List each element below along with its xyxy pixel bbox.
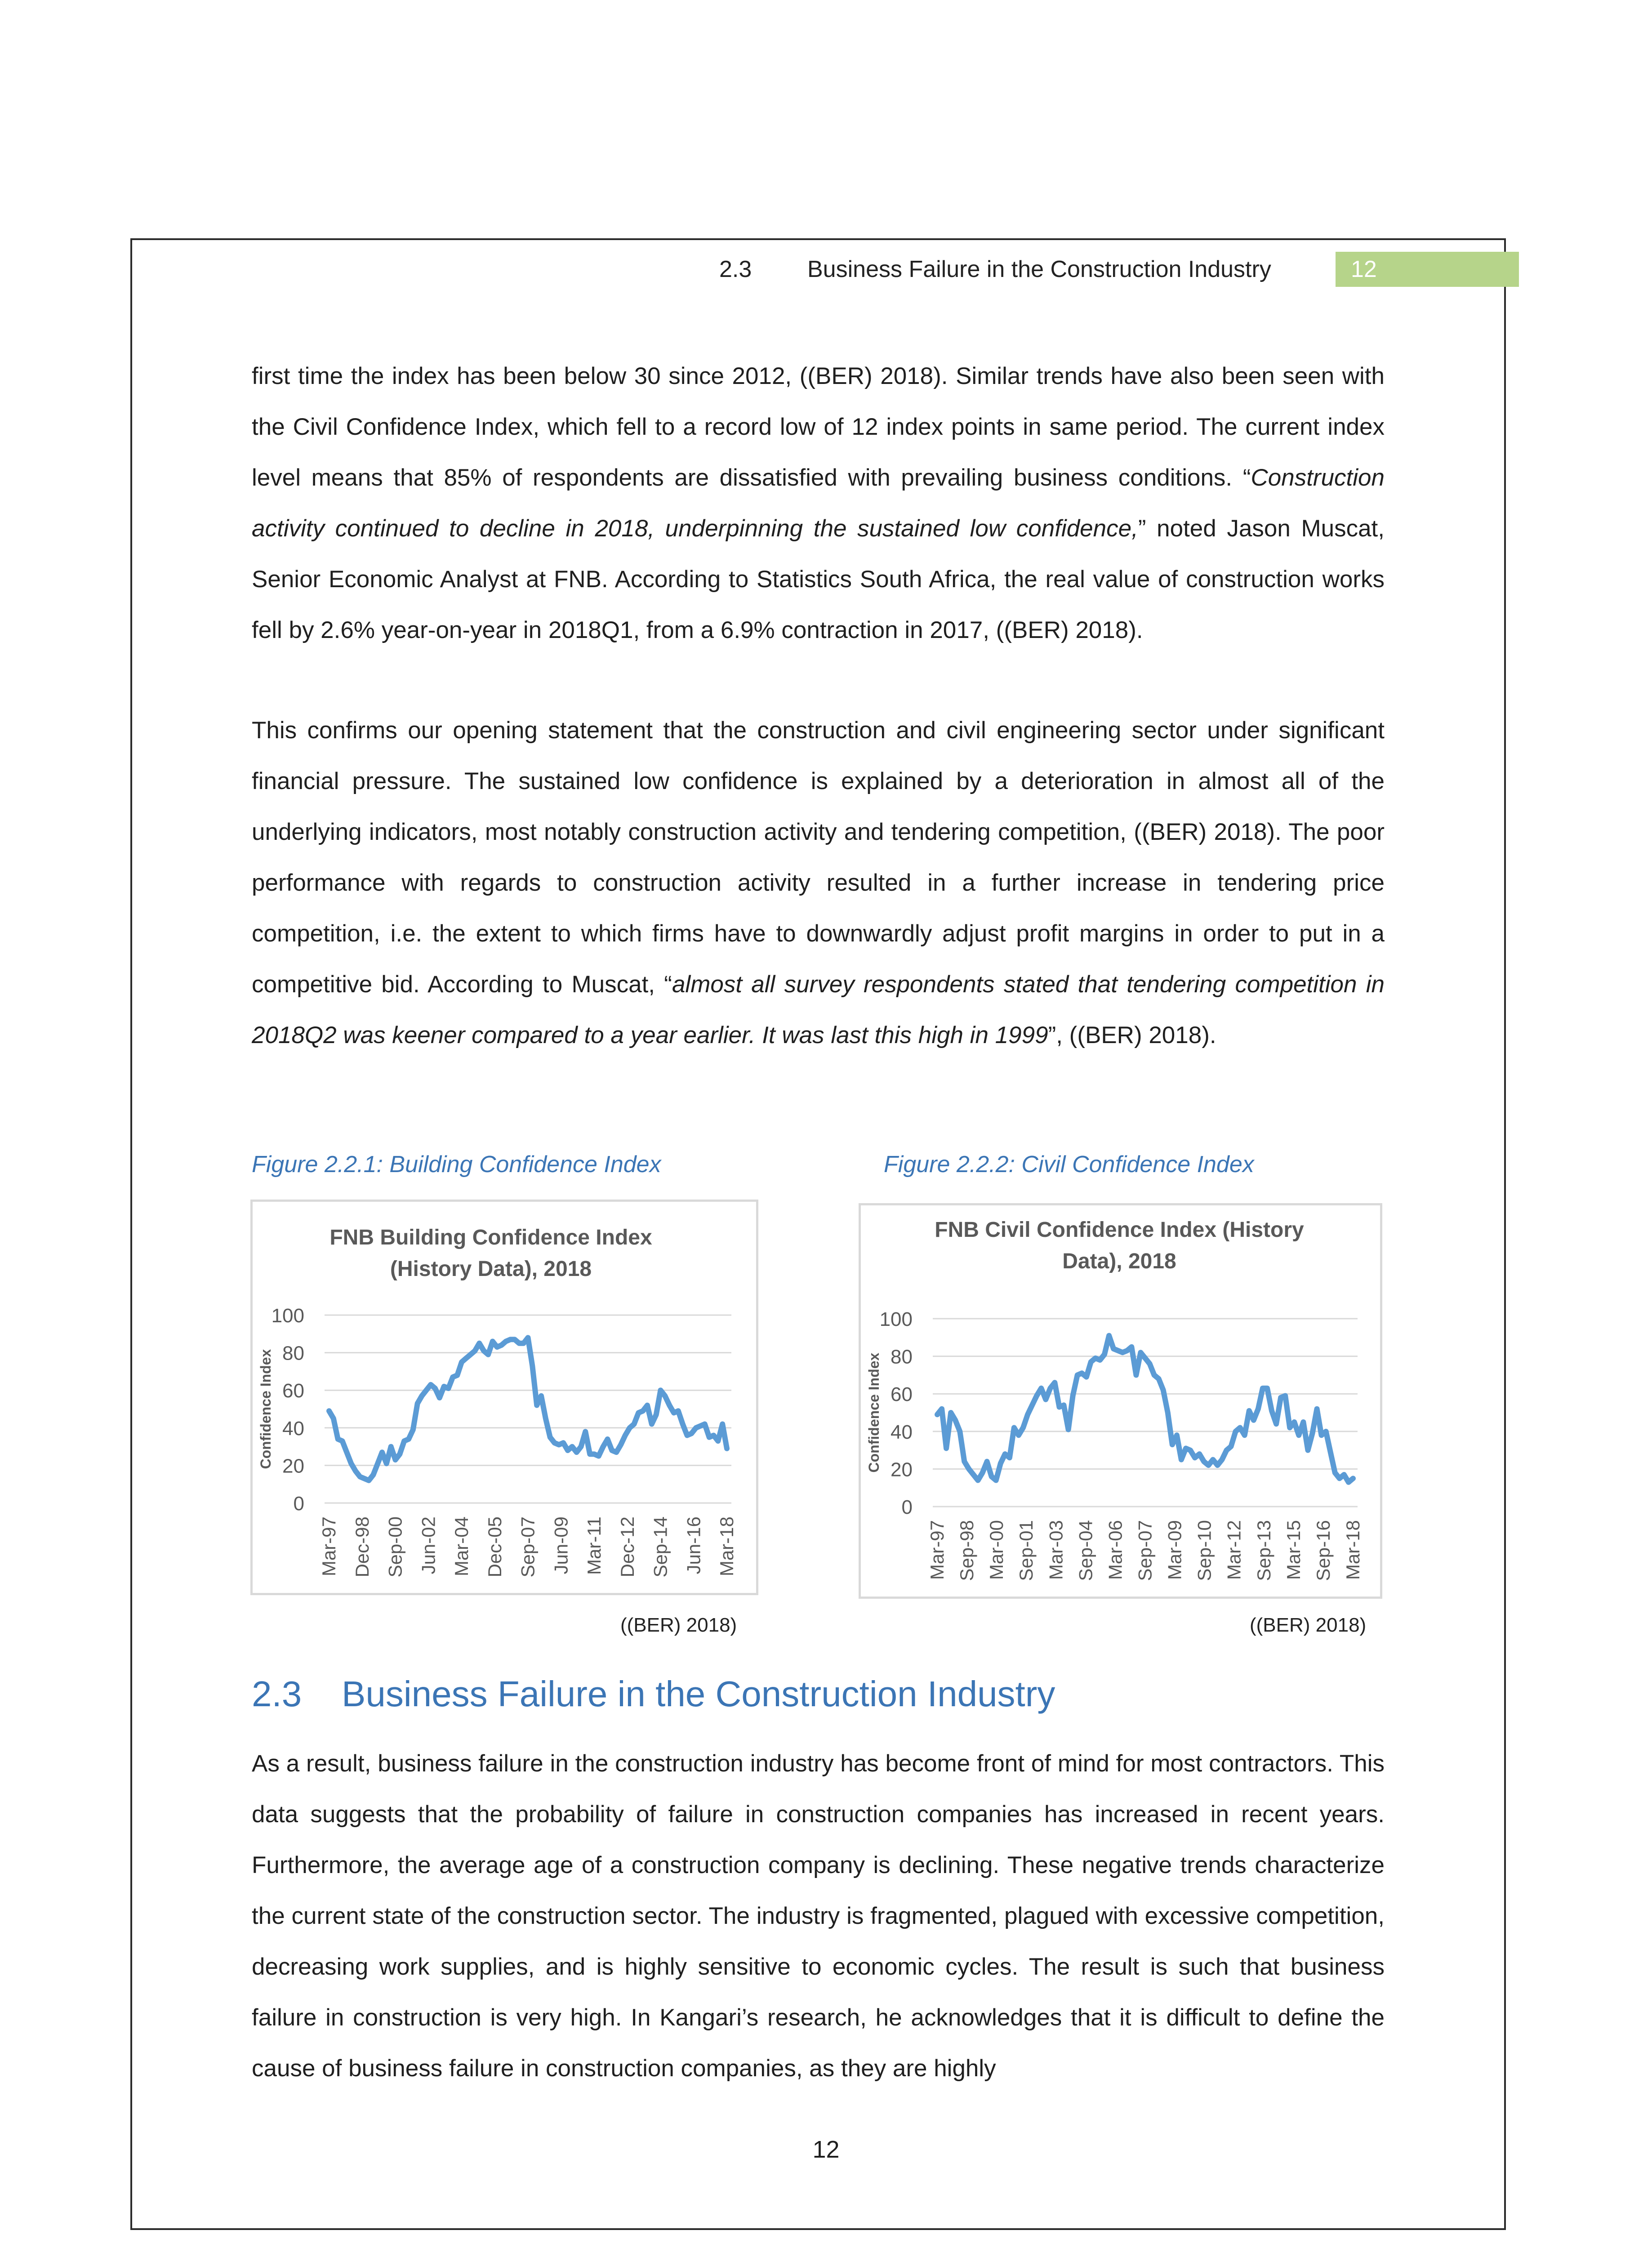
x-tick-label: Sep-14 [650,1517,671,1578]
x-tick-label: Sep-13 [1253,1520,1274,1581]
y-tick-label: 60 [891,1383,913,1406]
y-tick-label: 100 [879,1308,913,1330]
paragraph-2-text-end: ”, ((BER) 2018). [1048,1022,1216,1048]
y-tick-label: 60 [282,1380,304,1402]
series-line [937,1336,1353,1482]
y-tick-label: 20 [891,1459,913,1481]
y-tick-label: 80 [891,1346,913,1368]
x-tick-label: Sep-07 [1134,1520,1156,1581]
civil-confidence-chart [859,1203,1382,1599]
x-tick-label: Mar-00 [986,1520,1007,1580]
x-tick-label: Mar-12 [1223,1520,1245,1580]
running-header-title: Business Failure in the Construction Industry [807,256,1271,282]
chart-title-line: Data), 2018 [1062,1249,1176,1273]
chart-title-line: FNB Civil Confidence Index (History [935,1218,1304,1242]
y-tick-label: 100 [271,1305,304,1327]
y-axis-label: Confidence Index [866,1352,882,1473]
x-tick-label: Mar-97 [318,1517,339,1577]
x-tick-label: Mar-04 [451,1517,472,1577]
x-tick-label: Sep-01 [1015,1520,1037,1581]
y-tick-label: 40 [282,1417,304,1440]
x-tick-label: Mar-06 [1104,1520,1126,1580]
civil-confidence-chart-svg [861,1205,1380,1597]
paragraph-2-text: This confirms our opening statement that the construction and civil engineering sector under significant financial pressure. The sustained low confidence is explained by a deterioration in almost all of the underlying indicators, most notably construction activity and tendering competition, ((BER) 2018). The poor performance with regards to construction activity resulted in a further increase in tendering price competition, i.e. the extent to which firms have to downwardly adjust profit margins in order to put in a competitive bid. According to Muscat, “ [252,717,1385,998]
section-heading [252,1673,1055,1715]
figure-caption-building: Figure 2.2.1: Building Confidence Index [252,1151,661,1178]
figure-source-civil: ((BER) 2018) [1250,1614,1367,1636]
y-axis-label: Confidence Index [258,1349,274,1469]
x-tick-label: Sep-07 [517,1517,539,1578]
chart-title-line: (History Data), 2018 [390,1257,592,1281]
x-tick-label: Dec-05 [484,1517,505,1578]
paragraph-2-quote: almost all survey respondents stated that tendering competition in 2018Q2 was keener compared to a year earlier. It was last this high in 1999 [252,971,1385,1048]
paragraph-3 [252,1738,1385,2094]
page-number: 12 [812,2136,840,2163]
x-tick-label: Mar-15 [1282,1520,1304,1580]
paragraph-1-quote: Construction activity continued to decline in 2018, underpinning the sustained low confidence, [252,464,1385,542]
figure-caption-civil: Figure 2.2.2: Civil Confidence Index [884,1151,1254,1178]
section-heading-title: Business Failure in the Construction Industry [342,1674,1055,1714]
building-confidence-chart [250,1200,758,1595]
x-tick-label: Sep-00 [384,1517,406,1578]
x-tick-label: Jun-09 [550,1517,572,1574]
running-header-section-number: 2.3 [719,256,752,282]
y-tick-label: 0 [293,1493,304,1515]
paragraph-1-text: first time the index has been below 30 since 2012, ((BER) 2018). Similar trends have also been seen with the Civil Confidence Index, which fell to a record low of 12 index points in same period. The current index level means that 85% of respondents are dissatisfied with prevailing business conditions. “ [252,363,1385,491]
x-tick-label: Mar-97 [926,1520,948,1580]
figure-source-building: ((BER) 2018) [620,1614,737,1636]
series-line [329,1338,727,1481]
paragraph-2 [252,705,1385,1061]
x-tick-label: Sep-10 [1193,1520,1215,1581]
x-tick-label: Mar-11 [583,1517,605,1575]
running-header-page-number: 12 [1336,252,1519,287]
building-confidence-chart-svg [253,1202,756,1593]
y-tick-label: 40 [891,1421,913,1443]
running-header [719,252,1564,287]
chart-title-line: FNB Building Confidence Index [330,1226,652,1249]
x-tick-label: Jun-02 [418,1517,439,1574]
x-tick-label: Dec-98 [351,1517,373,1578]
x-tick-label: Mar-18 [716,1517,737,1577]
x-tick-label: Sep-16 [1312,1520,1334,1581]
y-tick-label: 80 [282,1342,304,1365]
x-tick-label: Jun-16 [683,1517,704,1574]
section-heading-number: 2.3 [252,1674,302,1714]
x-tick-label: Mar-03 [1045,1520,1067,1580]
x-tick-label: Mar-09 [1164,1520,1185,1580]
x-tick-label: Sep-04 [1075,1520,1096,1581]
y-tick-label: 0 [901,1496,913,1518]
paragraph-1 [252,351,1385,656]
x-tick-label: Dec-12 [616,1517,638,1578]
paragraph-1-text-end: ” noted Jason Muscat, Senior Economic Analyst at FNB. According to Statistics South Africa, the real value of construction works fell by 2.6% year-on-year in 2018Q1, from a 6.9% contraction in 2017, ((BER) 2018). [252,515,1385,643]
y-tick-label: 20 [282,1455,304,1477]
x-tick-label: Sep-98 [956,1520,978,1581]
x-tick-label: Mar-18 [1342,1520,1363,1580]
paragraph-3-text: As a result, business failure in the construction industry has become front of mind for most contractors. This data suggests that the probability of failure in construction companies has increased in recent years. Furthermore, the average age of a construction company is declining. These negative trends characterize the current state of the construction sector. The industry is fragmented, plagued with excessive competition, decreasing work supplies, and is highly sensitive to economic cycles. The result is such that business failure in construction is very high. In Kangari’s research, he acknowledges that it is difficult to define the cause of business failure in construction companies, as they are highly [252,1750,1385,2082]
